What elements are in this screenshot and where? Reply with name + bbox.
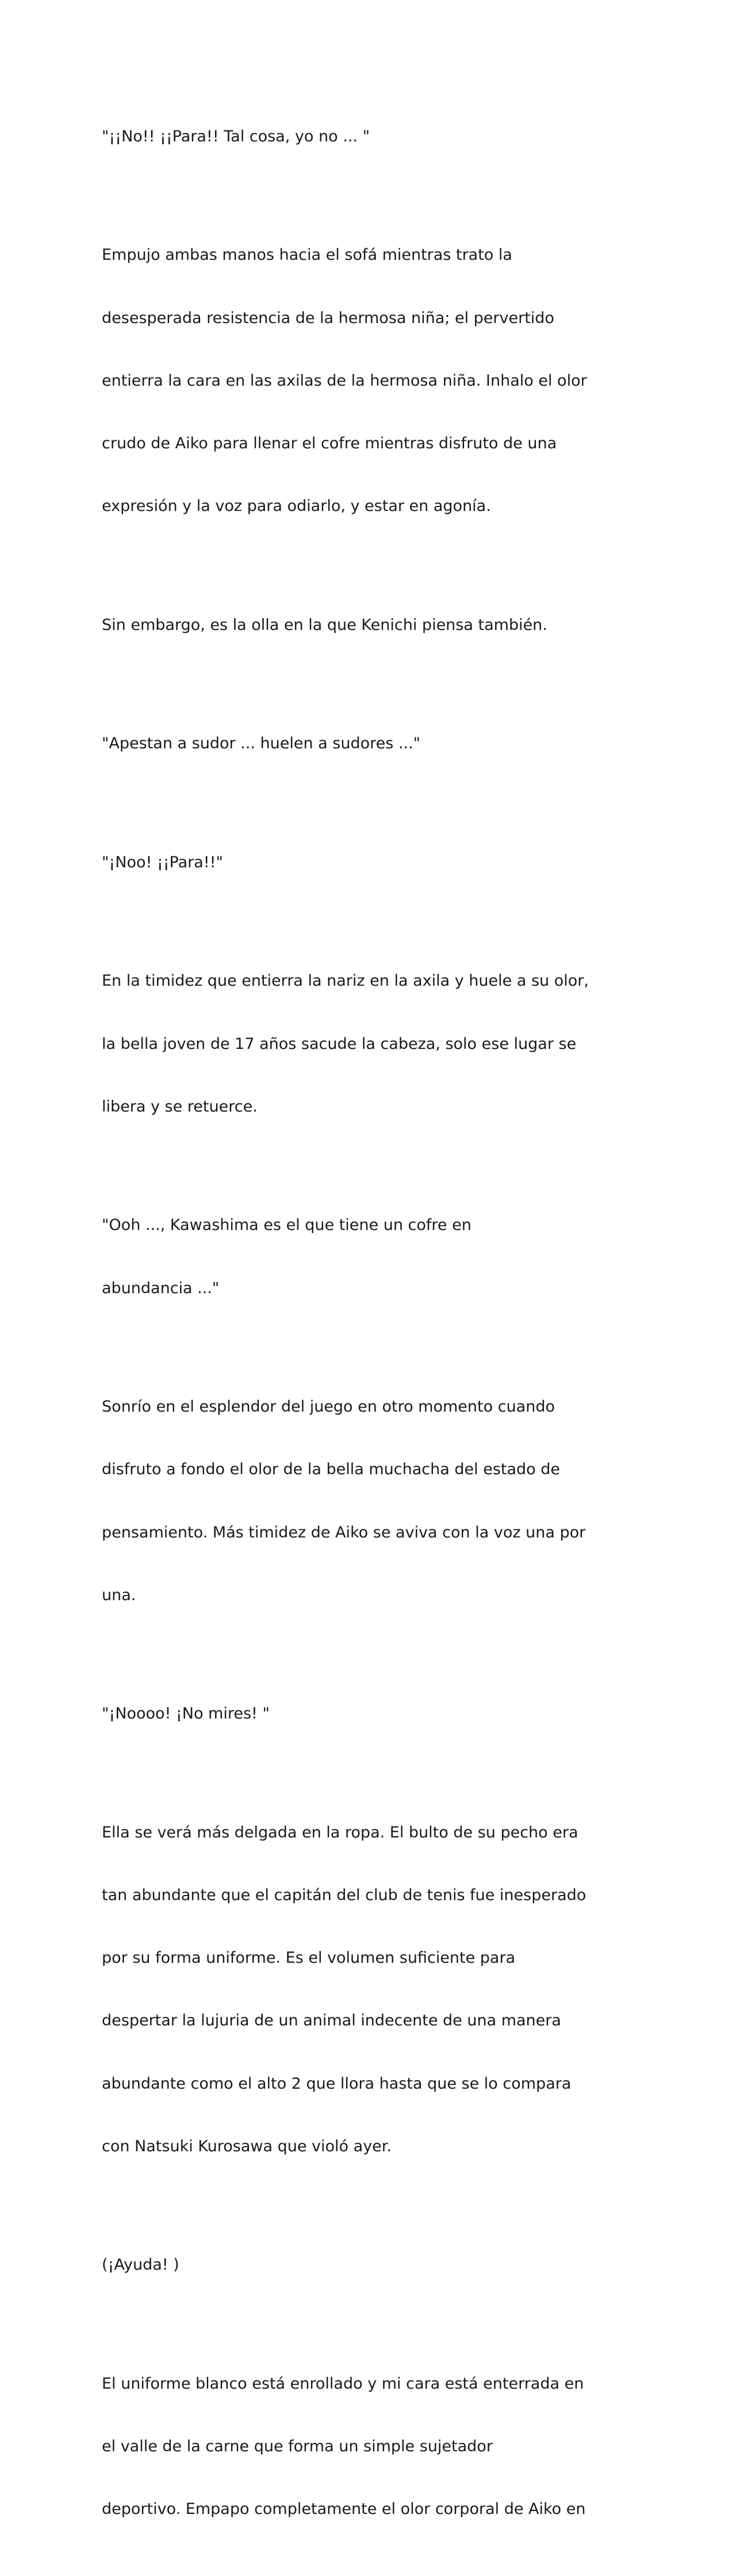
text-line: abundante como el alto 2 que llora hasta que se lo compara [102, 2074, 572, 2093]
text-line: con Natsuki Kurosawa que violó ayer. [102, 2137, 392, 2155]
paragraph [102, 1781, 634, 2199]
text-line: En la timidez que entierra la nariz en la axila y huele a su olor, [102, 972, 589, 990]
text-line: Sonrío en el esplendor del juego en otro momento cuando [102, 1398, 555, 1416]
paragraph [102, 1355, 634, 1648]
text-line: expresión y la voz para odiarlo, y estar en agonía. [102, 497, 491, 516]
text-line: "¡¡No!! ¡¡Para!! Tal cosa, yo no ... " [102, 127, 370, 145]
text-line: desesperada resistencia de la hermosa niña; el pervertido [102, 309, 554, 327]
text-line: el valle de la carne que forma un simple sujetador [102, 2437, 493, 2456]
text-line: "Apestan a sudor ... huelen a sudores ..." [102, 735, 421, 753]
text-line: despertar la lujuria de un animal indecente de una manera [102, 2012, 561, 2030]
text-line: la bella joven de 17 años sacude la cabeza, solo ese lugar se [102, 1035, 577, 1053]
text-line: libera y se retuerce. [102, 1097, 258, 1116]
text-line: "¡Noo! ¡¡Para!!" [102, 853, 223, 871]
text-line: disfruto a fondo el olor de la bella muchacha del estado de [102, 1460, 561, 1479]
text-line: entierra la cara en las axilas de la hermosa niña. Inhalo el olor [102, 371, 587, 390]
text-line: por su forma uniforme. Es el volumen suficiente para [102, 1949, 516, 1967]
text-line: abundancia ..." [102, 1279, 220, 1297]
paragraph [102, 691, 634, 796]
text-line: Sin embargo, es la olla en la que Kenichi piensa también. [102, 616, 547, 634]
text-line: pensamiento. Más timidez de Aiko se aviva con la voz una por [102, 1523, 586, 1541]
text-line: crudo de Aiko para llenar el cofre mientras disfruto de una [102, 435, 557, 452]
text-line: "Ooh ..., Kawashima es el que tiene un cofre en [102, 1216, 471, 1235]
text-line: Ella se verá más delgada en la ropa. El bulto de su pecho era [102, 1823, 578, 1841]
text-line: tan abundante que el capitán del club de tenis fue inesperado [102, 1886, 586, 1904]
paragraph [102, 1174, 634, 1341]
text-line: una. [102, 1586, 136, 1604]
paragraph [102, 2213, 634, 2318]
document-page [102, 84, 634, 2576]
paragraph [102, 810, 634, 915]
paragraph [102, 1662, 634, 1766]
text-line: "¡Noooo! ¡No mires! " [102, 1705, 270, 1723]
paragraph [102, 2332, 634, 2562]
paragraph [102, 203, 634, 559]
text-line: Empujo ambas manos hacia el sofá mientras trato la [102, 246, 512, 264]
text-line: deportivo. Empapo completamente el olor corporal de Aiko en [102, 2500, 586, 2519]
paragraph [102, 84, 634, 189]
paragraph [102, 573, 634, 678]
text-line: (¡Ayuda! ) [102, 2256, 179, 2274]
paragraph [102, 929, 634, 1159]
text-line: El uniforme blanco está enrollado y mi cara está enterrada en [102, 2374, 584, 2393]
